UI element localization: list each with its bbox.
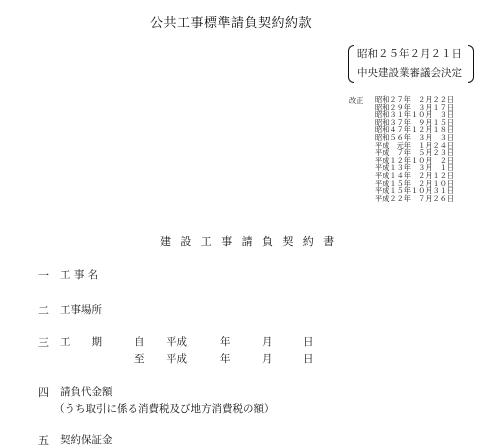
decision-date: 昭和２５年２月２１日	[357, 48, 462, 60]
period-year: 年	[220, 336, 231, 348]
revision-date: 昭和２９年 ３月１７日	[375, 102, 455, 112]
revision-date: 昭和３７年 ９月１５日	[375, 117, 455, 127]
revision-date: 昭和２７年 ２月２２日	[375, 95, 455, 104]
contract-title: 建設工事請負契約書	[160, 235, 344, 248]
revision-date: 平成１５年１０月３１日	[375, 186, 455, 196]
revision-list	[375, 96, 454, 202]
item-label-project-name: 工 事 名	[60, 269, 99, 281]
period-month: 月	[262, 336, 273, 348]
item-number: 五	[38, 434, 49, 447]
revision-date: 昭和３１年１０月 ３日	[375, 110, 455, 120]
revision-date: 平成 ７年 ５月２３日	[375, 148, 455, 158]
revision-date: 平成 元年 １月２４日	[375, 140, 455, 150]
right-bracket	[468, 45, 474, 83]
tax-note: （うち取引に係る消費税及び地方消費税の額）	[54, 403, 275, 415]
item-label-contract-amount: 請負代金額	[60, 386, 113, 398]
revision-label: 改正	[349, 96, 364, 105]
decision-body: 中央建設業審議会決定	[357, 67, 462, 79]
period-era: 平成	[166, 336, 187, 348]
item-label-period: 工 期	[60, 336, 102, 348]
period-month: 月	[262, 353, 273, 365]
revision-date: 昭和５６年 ３月 ３日	[375, 132, 455, 142]
period-day: 日	[303, 353, 314, 365]
revision-date: 平成１５年 ２月１０日	[375, 178, 455, 188]
item-number: 二	[38, 304, 49, 317]
revision-date: 平成１２年１０月 ２日	[375, 155, 455, 165]
item-number: 四	[38, 386, 49, 399]
revision-date: 平成１３年 ３月 １日	[375, 163, 455, 173]
period-year: 年	[220, 353, 231, 365]
period-to: 至	[134, 353, 145, 365]
item-label-deposit: 契約保証金	[60, 434, 113, 446]
period-era: 平成	[166, 353, 187, 365]
item-label-site: 工事場所	[60, 304, 102, 316]
item-number: 一	[38, 269, 49, 282]
period-day: 日	[303, 336, 314, 348]
revision-date: 平成２２年 ７月２６日	[375, 193, 455, 203]
left-bracket	[348, 45, 354, 83]
document-title: 公共工事標準請負契約約款	[150, 16, 313, 31]
item-number: 三	[38, 336, 49, 349]
period-from: 自	[134, 336, 145, 348]
decision-note	[348, 45, 474, 83]
revision-date: 昭和４７年１２月１８日	[375, 125, 455, 135]
revision-date: 平成１４年 ２月１２日	[375, 170, 455, 180]
